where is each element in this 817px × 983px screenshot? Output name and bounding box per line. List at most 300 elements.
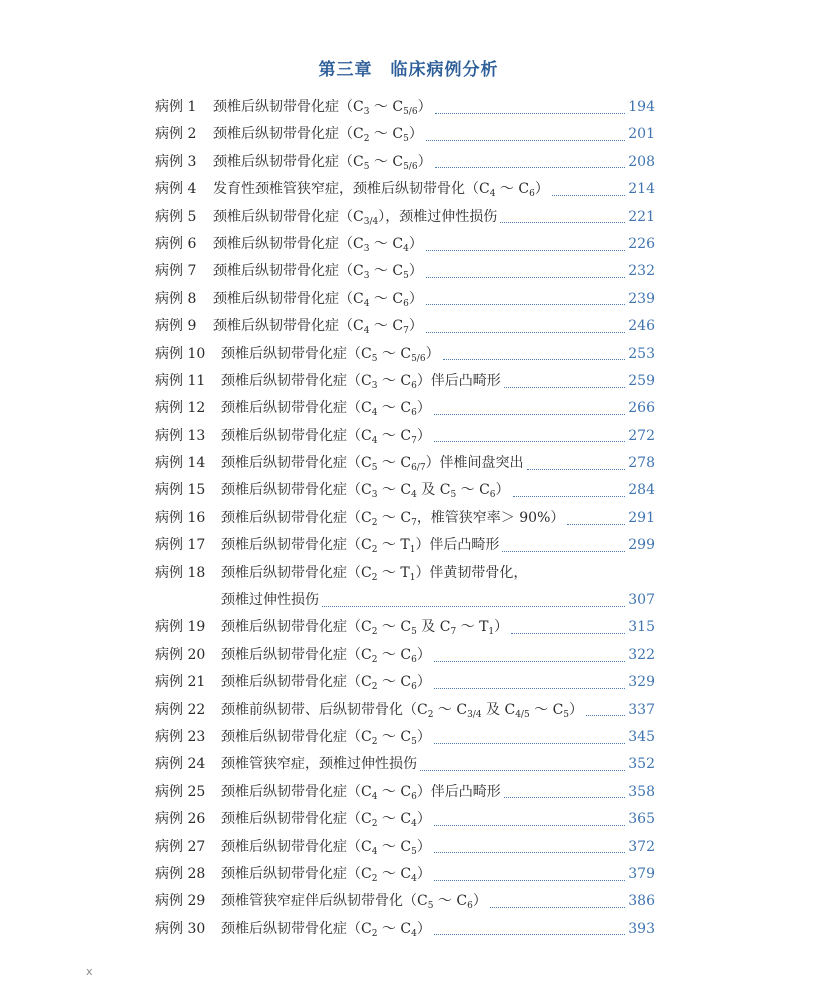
toc-entry[interactable]: [155, 669, 655, 696]
vertebra-subscript: 3: [363, 243, 370, 254]
vertebra-subscript: 4: [403, 243, 409, 254]
vertebra-subscript: 1: [409, 572, 416, 583]
toc-entry[interactable]: [155, 450, 655, 477]
title-text: ～ C: [369, 235, 404, 252]
dot-leader: [426, 249, 625, 251]
chapter-title: 第三章 临床病例分析: [318, 60, 499, 80]
dot-leader: [435, 166, 626, 168]
vertebra-subscript: 4: [411, 873, 417, 884]
page-number: 322: [628, 646, 655, 663]
case-label: 病例 20: [155, 646, 206, 663]
title-text: ）: [408, 263, 423, 280]
case-title: [221, 532, 499, 559]
vertebra-subscript: 2: [427, 709, 434, 720]
page-number: 386: [628, 893, 655, 910]
case-title: [221, 614, 508, 641]
toc-entry[interactable]: [155, 423, 655, 450]
title-text: 颈椎后纵韧带骨化症（C: [221, 646, 372, 663]
page-number: 352: [628, 756, 655, 773]
case-label: 病例 2: [155, 126, 197, 143]
dot-leader: [504, 796, 625, 798]
title-text: 颈椎后纵韧带骨化症（C: [213, 290, 364, 307]
page-number: 266: [628, 400, 655, 417]
vertebra-subscript: 6: [411, 408, 417, 419]
case-label: 病例 29: [155, 893, 206, 910]
vertebra-subscript: 5: [371, 463, 378, 474]
vertebra-subscript: 3/4: [363, 216, 379, 227]
title-text: ～ C: [529, 701, 564, 718]
case-title: [221, 395, 431, 422]
case-label: 病例 22: [155, 701, 206, 718]
case-title: [221, 779, 501, 806]
title-text: 颈椎后纵韧带骨化症（C: [221, 783, 372, 800]
title-text: ～ C: [377, 400, 412, 417]
title-text: 颈椎后纵韧带骨化症（C: [221, 619, 372, 636]
case-label: 病例 30: [155, 920, 206, 937]
case-label: 病例 17: [155, 537, 206, 554]
toc-entry[interactable]: [155, 149, 655, 176]
title-text: ～ C: [377, 865, 412, 882]
title-text: ）: [416, 427, 431, 444]
case-title: [221, 450, 524, 477]
vertebra-subscript: 6: [411, 380, 417, 391]
vertebra-subscript: 4: [363, 298, 370, 309]
toc-entry-continuation[interactable]: [155, 587, 655, 614]
title-text: ）: [416, 838, 431, 855]
dot-leader: [434, 413, 625, 415]
title-text: 及 C: [481, 701, 516, 718]
title-text: 颈椎后纵韧带骨化症（C: [221, 455, 372, 472]
vertebra-subscript: 4: [411, 490, 417, 501]
case-title: [221, 861, 431, 888]
title-text: ）伴后凸畸形: [416, 372, 501, 389]
page-number: 208: [628, 153, 655, 170]
title-text: ）: [425, 345, 440, 362]
title-text: ）伴椎间盘突出: [425, 455, 524, 472]
vertebra-subscript: 2: [371, 654, 378, 665]
table-of-contents: [155, 94, 655, 943]
title-text: 颈椎后纵韧带骨化症（C: [221, 865, 372, 882]
case-label: 病例 12: [155, 400, 206, 417]
page-number: 201: [628, 126, 655, 143]
case-title: [221, 505, 564, 532]
dot-leader: [527, 468, 626, 470]
case-label: 病例 25: [155, 783, 206, 800]
vertebra-subscript: 3/4: [467, 709, 482, 720]
vertebra-subscript: 3: [363, 271, 370, 282]
vertebra-subscript: 2: [371, 682, 378, 693]
vertebra-subscript: 5: [411, 736, 417, 747]
title-text: ～ C: [377, 811, 412, 828]
case-title: [221, 751, 417, 778]
case-title: [213, 258, 423, 285]
case-label: 病例 5: [155, 208, 197, 225]
title-text: ～ C: [433, 893, 468, 910]
title-text: ～ C: [433, 701, 468, 718]
title-text: 颈椎后纵韧带骨化症（C: [221, 920, 372, 937]
dot-leader: [567, 523, 625, 525]
vertebra-subscript: 2: [371, 545, 378, 556]
vertebra-subscript: 5: [563, 709, 570, 720]
case-label: 病例 6: [155, 235, 197, 252]
vertebra-subscript: 6: [489, 490, 496, 501]
title-text: 颈椎后纵韧带骨化症（C: [213, 208, 364, 225]
toc-entry[interactable]: [155, 313, 655, 340]
dot-leader: [435, 112, 626, 114]
vertebra-subscript: 7: [403, 326, 409, 337]
title-text: ）: [416, 920, 431, 937]
toc-entry[interactable]: [155, 861, 655, 888]
case-title: [213, 176, 549, 203]
case-label: 病例 26: [155, 811, 206, 828]
vertebra-subscript: 2: [371, 873, 378, 884]
case-title: [221, 368, 501, 395]
title-text: ～ C: [377, 455, 412, 472]
dot-leader: [504, 386, 625, 388]
toc-entry[interactable]: [155, 779, 655, 806]
dot-leader: [420, 769, 625, 771]
title-text: ）: [408, 126, 423, 143]
vertebra-subscript: 6: [411, 791, 417, 802]
title-text: ～ C: [377, 509, 412, 526]
title-text: ）: [416, 646, 431, 663]
toc-entry[interactable]: [155, 834, 655, 861]
vertebra-subscript: 5: [363, 161, 370, 172]
page-number: 239: [628, 290, 655, 307]
title-text: 颈椎后纵韧带骨化症（C: [213, 263, 364, 280]
title-text: 颈椎后纵韧带骨化症（C: [221, 564, 372, 581]
vertebra-subscript: 4: [371, 408, 378, 419]
dot-leader: [434, 824, 625, 826]
vertebra-subscript: 2: [371, 736, 378, 747]
page-number: 291: [628, 509, 655, 526]
toc-entry[interactable]: [155, 724, 655, 751]
toc-entry[interactable]: [155, 642, 655, 669]
toc-entry[interactable]: [155, 94, 655, 121]
vertebra-subscript: 3: [371, 380, 378, 391]
title-text: ～ C: [377, 920, 412, 937]
page-number: 253: [628, 345, 655, 362]
dot-leader: [443, 358, 626, 360]
dot-leader: [434, 660, 625, 662]
title-text: ）: [416, 400, 431, 417]
vertebra-subscript: 7: [411, 517, 417, 528]
case-title: [213, 286, 423, 313]
vertebra-subscript: 5: [371, 353, 378, 364]
title-text: ～ C: [369, 290, 404, 307]
case-label: 病例 19: [155, 619, 206, 636]
page-number: 358: [628, 783, 655, 800]
title-text: ）伴黄韧带骨化，: [415, 564, 528, 581]
page-number: 379: [628, 865, 655, 882]
title-text: 颈椎后纵韧带骨化症（C: [221, 728, 372, 745]
title-text: 颈椎后纵韧带骨化症（C: [213, 153, 364, 170]
case-title-continuation: 颈椎过伸性损伤: [221, 592, 319, 609]
case-label: 病例 28: [155, 865, 206, 882]
title-text: ）: [417, 153, 432, 170]
title-text: ～ C: [369, 99, 404, 115]
vertebra-subscript: 5: [427, 901, 434, 912]
title-text: 颈椎前纵韧带、后纵韧带骨化（C: [221, 701, 428, 718]
toc-entry[interactable]: [155, 368, 655, 395]
page-footer-mark: x: [86, 965, 93, 978]
case-label: 病例 10: [155, 345, 206, 362]
toc-entry[interactable]: [155, 697, 655, 724]
case-title: [221, 724, 431, 751]
dot-leader: [552, 194, 625, 196]
title-text: ～ C: [377, 783, 412, 800]
title-text: 颈椎后纵韧带骨化症（C: [213, 126, 364, 143]
page-number: 337: [628, 701, 655, 718]
page-number: 214: [628, 181, 655, 198]
dot-leader: [434, 851, 625, 853]
vertebra-subscript: 4/5: [515, 709, 530, 720]
case-label: 病例 13: [155, 427, 206, 444]
page-number: 232: [628, 263, 655, 280]
dot-leader: [322, 605, 625, 607]
page-number: 365: [628, 811, 655, 828]
page-number: 194: [628, 99, 655, 115]
title-text: 颈椎管狭窄症，颈椎过伸性损伤: [221, 756, 417, 773]
title-text: ～ T: [456, 619, 489, 636]
case-label: 病例 15: [155, 482, 206, 499]
title-text: 颈椎后纵韧带骨化症（C: [221, 427, 372, 444]
case-label: 病例 18: [155, 564, 206, 581]
dot-leader: [511, 632, 625, 634]
title-text: 颈椎后纵韧带骨化症（C: [221, 482, 372, 499]
vertebra-subscript: 4: [411, 928, 417, 939]
case-title: [221, 916, 431, 943]
page-number: 259: [628, 372, 655, 389]
title-text: ～ C: [369, 318, 404, 335]
case-label: 病例 1: [155, 99, 197, 115]
page-number: 329: [628, 674, 655, 691]
title-text: ～ C: [377, 427, 412, 444]
page-number: 307: [628, 592, 655, 609]
vertebra-subscript: 2: [363, 134, 370, 145]
vertebra-subscript: 5/6: [403, 107, 418, 117]
vertebra-subscript: 4: [411, 819, 417, 830]
vertebra-subscript: 6: [529, 189, 535, 200]
vertebra-subscript: 2: [371, 627, 378, 638]
vertebra-subscript: 6: [403, 298, 409, 309]
title-text: ～ C: [369, 126, 404, 143]
case-label: 病例 27: [155, 838, 206, 855]
toc-entry[interactable]: [155, 806, 655, 833]
title-text: ，椎管狭窄率＞ 90%）: [416, 509, 565, 526]
title-text: 颈椎后纵韧带骨化症（C: [221, 674, 372, 691]
title-text: 及 C: [416, 619, 451, 636]
dot-leader: [426, 303, 625, 305]
toc-entry[interactable]: [155, 258, 655, 285]
title-text: 颈椎后纵韧带骨化症（C: [213, 318, 364, 335]
title-text: 颈椎后纵韧带骨化症（C: [221, 537, 372, 554]
toc-entry[interactable]: [155, 231, 655, 258]
title-text: ）: [408, 318, 423, 335]
case-title: [221, 834, 431, 861]
title-text: ）: [408, 235, 423, 252]
vertebra-subscript: 1: [488, 627, 495, 638]
case-label: 病例 24: [155, 756, 206, 773]
title-text: ～ T: [377, 564, 410, 581]
case-title: [221, 888, 487, 915]
toc-entry[interactable]: [155, 560, 655, 587]
dot-leader: [434, 879, 625, 881]
vertebra-subscript: 5: [411, 627, 417, 638]
case-title: [221, 423, 431, 450]
case-title: [213, 231, 423, 258]
dot-leader: [426, 331, 625, 333]
toc-entry[interactable]: [155, 176, 655, 203]
vertebra-subscript: 1: [409, 545, 416, 556]
toc-entry[interactable]: [155, 751, 655, 778]
case-label: 病例 11: [155, 372, 206, 389]
case-label: 病例 21: [155, 674, 206, 691]
title-text: ～ C: [377, 372, 412, 389]
dot-leader: [426, 276, 625, 278]
toc-entry[interactable]: [155, 121, 655, 148]
title-text: ）: [494, 619, 509, 636]
title-text: ）: [416, 728, 431, 745]
case-label: 病例 7: [155, 263, 197, 280]
toc-entry[interactable]: [155, 505, 655, 532]
page-number: 221: [628, 208, 655, 225]
title-text: ～ C: [377, 482, 412, 499]
case-label: 病例 4: [155, 181, 197, 198]
dot-leader: [513, 495, 626, 497]
vertebra-subscript: 4: [371, 846, 378, 857]
title-text: ）: [417, 99, 432, 115]
title-text: 颈椎后纵韧带骨化症（C: [213, 235, 364, 252]
title-text: ～ C: [369, 153, 404, 170]
case-title: [221, 560, 527, 587]
vertebra-subscript: 2: [371, 928, 378, 939]
dot-leader: [434, 440, 625, 442]
vertebra-subscript: 6: [411, 682, 417, 693]
title-text: ～ C: [377, 619, 412, 636]
case-label: 病例 14: [155, 455, 206, 472]
case-label: 病例 23: [155, 728, 206, 745]
title-text: ）: [472, 893, 487, 910]
vertebra-subscript: 2: [371, 572, 378, 583]
case-title: [221, 669, 431, 696]
toc-entry[interactable]: [155, 204, 655, 231]
case-label: 病例 9: [155, 318, 197, 335]
case-title: [221, 477, 510, 504]
vertebra-subscript: 2: [371, 819, 378, 830]
case-label: 病例 16: [155, 509, 206, 526]
page-number: 393: [628, 920, 655, 937]
title-text: ）: [408, 290, 423, 307]
page-number: 345: [628, 728, 655, 745]
case-title: [221, 806, 431, 833]
case-title: [213, 313, 423, 340]
title-text: 颈椎后纵韧带骨化症（C: [221, 345, 372, 362]
vertebra-subscript: 3: [363, 107, 370, 117]
dot-leader: [500, 221, 625, 223]
title-text: ）: [416, 674, 431, 691]
title-text: 颈椎后纵韧带骨化症（C: [221, 811, 372, 828]
toc-entry[interactable]: [155, 477, 655, 504]
vertebra-subscript: 5: [403, 134, 409, 145]
title-text: 颈椎管狭窄症伴后纵韧带骨化（C: [221, 893, 428, 910]
vertebra-subscript: 5/6: [411, 353, 426, 364]
dot-leader: [502, 550, 625, 552]
toc-entry[interactable]: [155, 286, 655, 313]
case-label: 病例 3: [155, 153, 197, 170]
dot-leader: [434, 687, 625, 689]
title-text: ～ T: [377, 537, 410, 554]
case-title: [221, 642, 431, 669]
title-text: ～ C: [495, 181, 530, 198]
toc-entry[interactable]: [155, 532, 655, 559]
page-number: 246: [628, 318, 655, 335]
title-text: ～ C: [377, 674, 412, 691]
dot-leader: [434, 933, 625, 935]
title-text: 颈椎后纵韧带骨化症（C: [221, 400, 372, 417]
vertebra-subscript: 2: [371, 517, 378, 528]
case-title: [213, 149, 432, 176]
vertebra-subscript: 6/7: [411, 463, 426, 474]
toc-entry[interactable]: [155, 888, 655, 915]
title-text: 颈椎后纵韧带骨化症（C: [221, 372, 372, 389]
vertebra-subscript: 5: [403, 271, 409, 282]
page-number: 284: [628, 482, 655, 499]
case-title: [213, 121, 423, 148]
toc-entry[interactable]: [155, 614, 655, 641]
title-text: ）: [534, 181, 549, 198]
toc-entry[interactable]: [155, 395, 655, 422]
title-text: 发育性颈椎管狭窄症，颈椎后纵韧带骨化（C: [213, 181, 490, 198]
page-number: 299: [628, 537, 655, 554]
vertebra-subscript: 7: [450, 627, 457, 638]
page-number: 278: [628, 455, 655, 472]
title-text: 颈椎后纵韧带骨化症（C: [221, 838, 372, 855]
vertebra-subscript: 5: [450, 490, 457, 501]
vertebra-subscript: 4: [371, 791, 378, 802]
dot-leader: [586, 714, 625, 716]
title-text: 颈椎后纵韧带骨化症（C: [213, 99, 364, 115]
vertebra-subscript: 6: [467, 901, 473, 912]
vertebra-subscript: 6: [411, 654, 417, 665]
vertebra-subscript: 5: [411, 846, 417, 857]
case-label: 病例 8: [155, 290, 197, 307]
case-title: [213, 94, 432, 121]
toc-entry[interactable]: [155, 341, 655, 368]
case-title: [213, 204, 497, 231]
title-text: ～ C: [377, 345, 412, 362]
page-number: 372: [628, 838, 655, 855]
vertebra-subscript: 4: [371, 435, 378, 446]
title-text: ）: [569, 701, 584, 718]
dot-leader: [434, 742, 625, 744]
dot-leader: [426, 139, 625, 141]
title-text: ～ C: [377, 728, 412, 745]
vertebra-subscript: 4: [363, 326, 370, 337]
title-text: ）伴后凸畸形: [416, 783, 501, 800]
title-text: ）伴后凸畸形: [415, 537, 500, 554]
title-text: ～ C: [456, 482, 490, 499]
page-number: 272: [628, 427, 655, 444]
vertebra-subscript: 7: [411, 435, 417, 446]
toc-entry[interactable]: [155, 916, 655, 943]
title-text: ）: [416, 811, 431, 828]
dot-leader: [490, 906, 625, 908]
vertebra-subscript: 4: [489, 189, 496, 200]
page-number: 315: [628, 619, 655, 636]
vertebra-subscript: 3: [371, 490, 378, 501]
title-text: ），颈椎过伸性损伤: [378, 208, 498, 225]
